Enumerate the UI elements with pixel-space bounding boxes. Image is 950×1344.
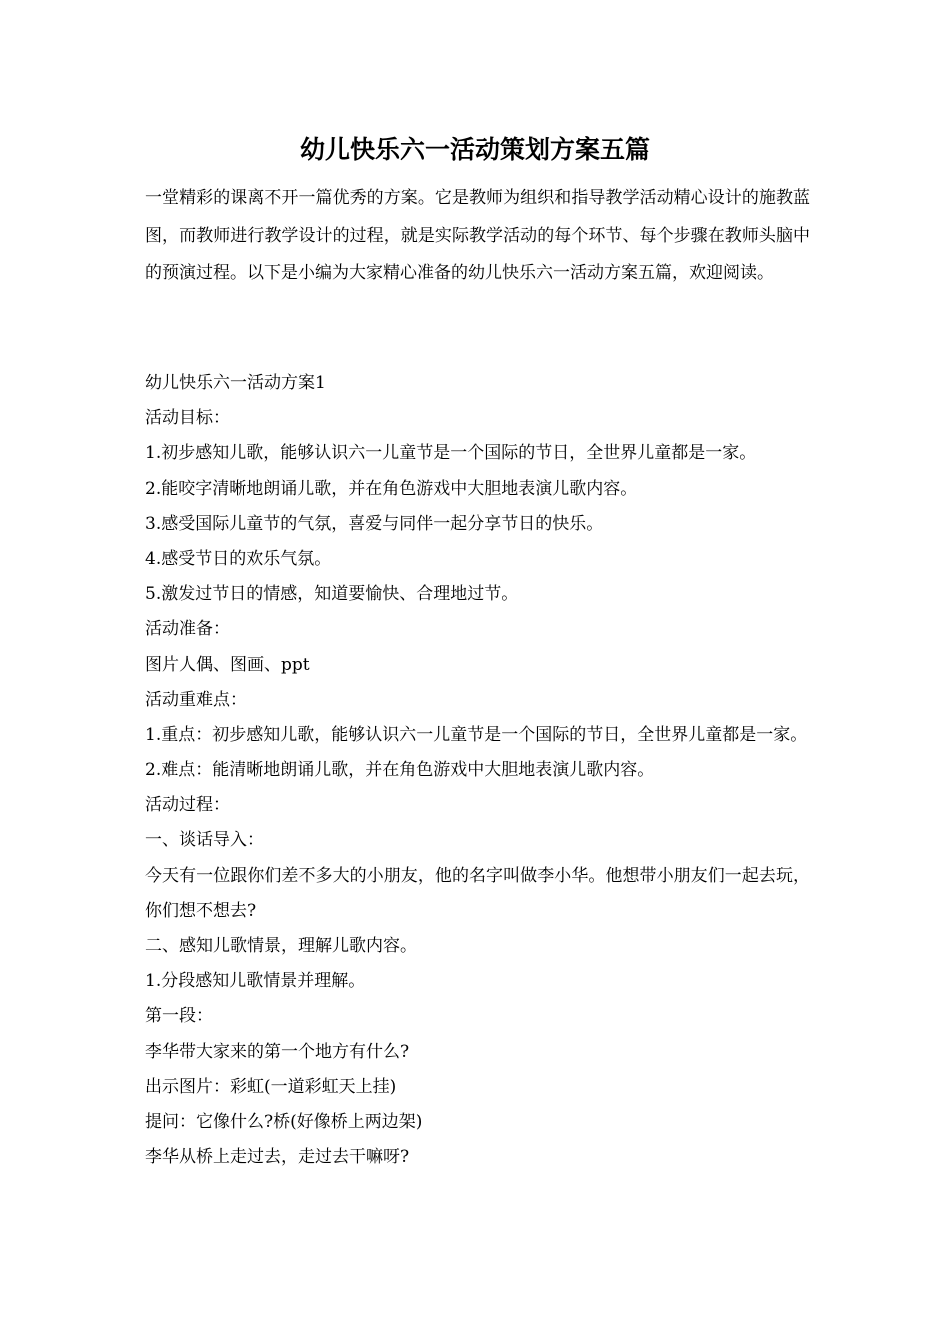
process-text: 出示图片：彩虹(一道彩虹天上挂) bbox=[145, 1076, 397, 1097]
process-step-heading: 一、谈话导入： bbox=[145, 830, 264, 851]
process-text: 李华从桥上走过去，走过去干嘛呀? bbox=[145, 1147, 410, 1168]
process-text: 第一段： bbox=[145, 1006, 213, 1027]
document-title: 幼儿快乐六一活动策划方案五篇 bbox=[299, 135, 650, 164]
process-text: 李华带大家来的第一个地方有什么? bbox=[145, 1041, 410, 1062]
goal-item: 3.感受国际儿童节的气氛，喜爱与同伴一起分享节日的快乐。 bbox=[145, 513, 604, 534]
process-text: 提问：它像什么?桥(好像桥上两边架) bbox=[145, 1111, 423, 1132]
goal-item: 5.激发过节日的情感，知道要愉快、合理地过节。 bbox=[145, 584, 519, 605]
section-heading: 幼儿快乐六一活动方案1 bbox=[145, 373, 326, 393]
subheading-process: 活动过程： bbox=[145, 795, 230, 816]
document-body bbox=[145, 366, 810, 1175]
key-point-item: 2.难点：能清晰地朗诵儿歌，并在角色游戏中大胆地表演儿歌内容。 bbox=[145, 760, 655, 781]
process-text: 1.分段感知儿歌情景并理解。 bbox=[145, 971, 366, 992]
goal-item: 4.感受节日的欢乐气氛。 bbox=[145, 548, 332, 569]
process-text: 今天有一位跟你们差不多大的小朋友，他的名字叫做李小华。他想带小朋友们一起去玩，你们想不想去? bbox=[145, 865, 810, 921]
subheading-key-points: 活动重难点： bbox=[145, 689, 247, 710]
intro-paragraph: 一堂精彩的课离不开一篇优秀的方案。它是教师为组织和指导教学活动精心设计的施教蓝图，而教师进行教学设计的过程，就是实际教学活动的每个环节、每个步骤在教师头脑中的预演过程。以下是小编为大家精心准备的幼儿快乐六一活动方案五篇，欢迎阅读。 bbox=[145, 188, 810, 283]
goal-item: 1.初步感知儿歌，能够认识六一儿童节是一个国际的节日，全世界儿童都是一家。 bbox=[145, 443, 757, 464]
subheading-goals: 活动目标： bbox=[145, 408, 230, 429]
subheading-preparation: 活动准备： bbox=[145, 619, 230, 640]
preparation-text: 图片人偶、图画、ppt bbox=[145, 654, 310, 675]
goal-item: 2.能咬字清晰地朗诵儿歌，并在角色游戏中大胆地表演儿歌内容。 bbox=[145, 478, 638, 499]
process-step-heading: 二、感知儿歌情景，理解儿歌内容。 bbox=[145, 936, 417, 957]
key-point-item: 1.重点：初步感知儿歌，能够认识六一儿童节是一个国际的节日，全世界儿童都是一家。 bbox=[145, 724, 808, 745]
